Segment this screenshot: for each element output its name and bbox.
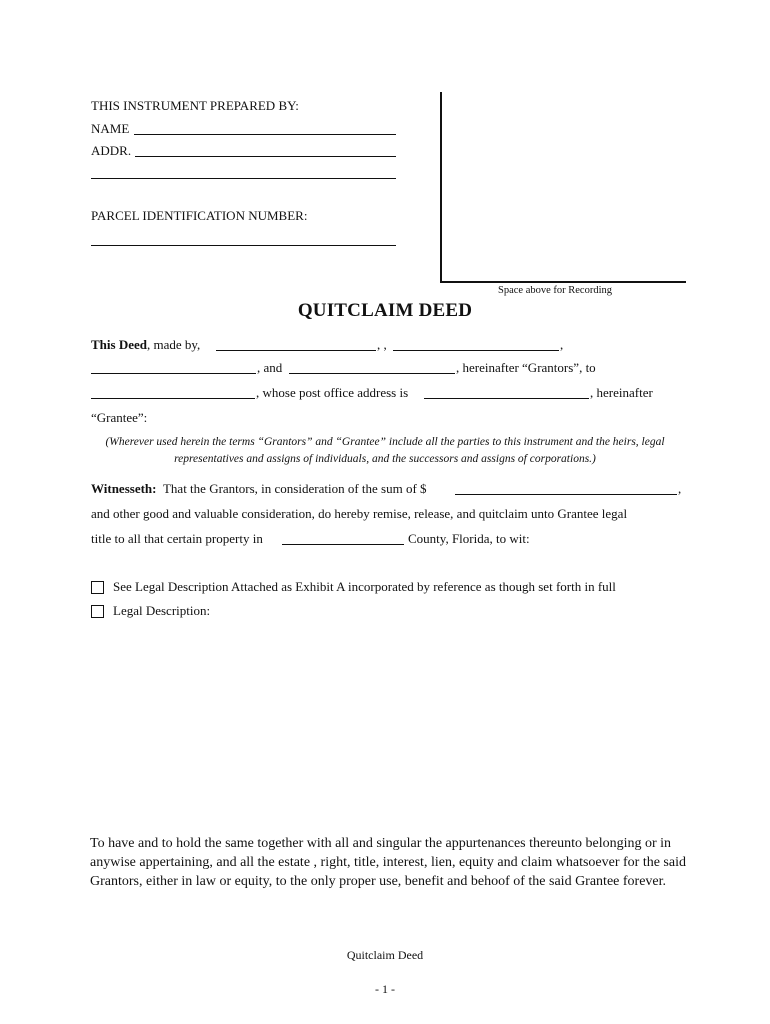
whose-address-text: , whose post office address is bbox=[256, 385, 409, 400]
legal-description-checkbox[interactable] bbox=[91, 605, 104, 618]
page-number: - 1 - bbox=[375, 982, 395, 996]
addr-field[interactable] bbox=[135, 156, 396, 157]
parcel-id-field[interactable] bbox=[91, 245, 396, 246]
definitions-note: (Wherever used herein the terms “Grantors” and “Grantee” include all the parties to this instrument and the heirs, legal representatives and assigns of individuals, and the successors and assigns of corporations.) bbox=[105, 436, 665, 465]
grantor-2-field[interactable] bbox=[393, 350, 559, 351]
separator-text: , , bbox=[377, 337, 387, 352]
recording-border-left bbox=[440, 92, 442, 282]
document-title: QUITCLAIM DEED bbox=[297, 300, 473, 321]
addr-field-line-2[interactable] bbox=[91, 178, 396, 179]
prepared-by-label: THIS INSTRUMENT PREPARED BY: bbox=[91, 98, 299, 113]
footer-doc-name: Quitclaim Deed bbox=[346, 948, 424, 962]
grantor-3-field[interactable] bbox=[91, 373, 256, 374]
witnesseth-text: That the Grantors, in consideration of the sum of $ bbox=[162, 481, 427, 496]
consideration-line: and other good and valuable consideration, do hereby remise, release, and quitclaim unto Grantee legal bbox=[91, 506, 628, 521]
county-field[interactable] bbox=[282, 544, 404, 545]
habendum-paragraph: To have and to hold the same together with all and singular the appurtenances thereunto belonging or in anywise appertaining, and all the estate , right, title, interest, lien, equity and claim whatsoever for the said Grantors, either in law or equity, to the only proper use, benefit and behoof of the said Grantee forever. bbox=[90, 836, 686, 889]
name-field[interactable] bbox=[134, 134, 396, 135]
legal-description-label: Legal Description: bbox=[113, 603, 211, 618]
recording-border-bottom bbox=[440, 281, 686, 283]
name-label: NAME bbox=[91, 121, 130, 136]
grantee-label: “Grantee”: bbox=[91, 410, 148, 425]
addr-label: ADDR. bbox=[91, 143, 132, 158]
grantee-address-field[interactable] bbox=[424, 398, 589, 399]
witnesseth-line bbox=[91, 481, 427, 497]
consideration-amount-field[interactable] bbox=[455, 494, 677, 495]
exhibit-a-label: See Legal Description Attached as Exhibit A incorporated by reference as though set forth in full bbox=[113, 579, 616, 594]
this-deed-label: This Deed bbox=[91, 337, 147, 352]
property-line-end: County, Florida, to wit: bbox=[408, 531, 530, 546]
made-by-text: , made by, bbox=[146, 337, 201, 352]
grantor-1-field[interactable] bbox=[216, 350, 376, 351]
parcel-id-label: PARCEL IDENTIFICATION NUMBER: bbox=[91, 208, 308, 223]
exhibit-a-checkbox[interactable] bbox=[91, 581, 104, 594]
witnesseth-label: Witnesseth: bbox=[91, 481, 157, 496]
comma-text: , bbox=[560, 337, 564, 352]
deed-line-1 bbox=[91, 337, 200, 353]
property-line-start: title to all that certain property in bbox=[91, 531, 263, 546]
grantor-4-field[interactable] bbox=[289, 373, 455, 374]
hereinafter-text: , hereinafter bbox=[590, 385, 653, 400]
witnesseth-comma: , bbox=[678, 481, 682, 496]
and-text: , and bbox=[257, 360, 283, 375]
grantee-name-field[interactable] bbox=[91, 398, 255, 399]
hereinafter-grantors-text: , hereinafter “Grantors”, to bbox=[456, 360, 596, 375]
recording-caption: Space above for Recording bbox=[498, 285, 612, 296]
